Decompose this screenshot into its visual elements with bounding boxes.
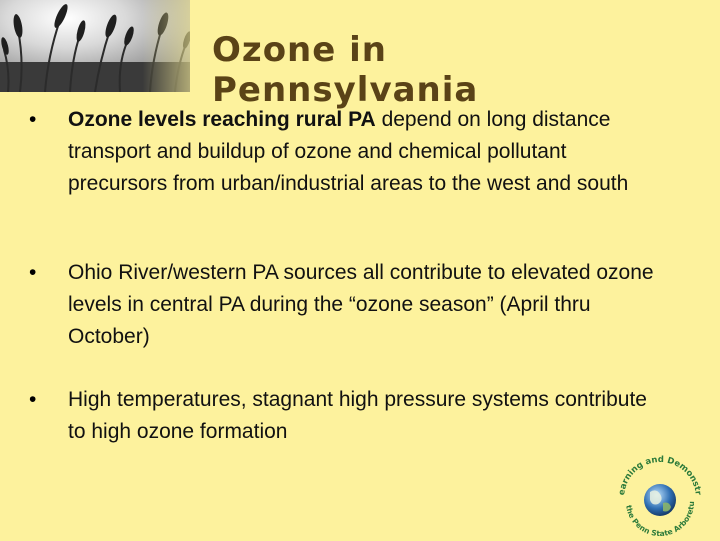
logo-bottom-text: the Penn State Arboretu <box>624 500 697 536</box>
bullet-text: High temperatures, stagnant high pressure systems contribute to high ozone formation <box>68 388 647 443</box>
bullet-text: Ohio River/western PA sources all contribute to elevated ozone levels in central PA during the “ozone season” (April thru October) <box>68 261 654 348</box>
bullet-rest-text: depend on long distance transport and buildup of ozone and chemical pollutant precursors from urban/industrial areas to the west and south <box>68 108 629 195</box>
slide-title: Ozone in Pennsylvania <box>212 30 479 110</box>
earth-globe-logo <box>610 448 710 536</box>
bullet-bold-text: Ozone levels reaching rural PA <box>68 108 376 131</box>
bullet-dot: • <box>29 261 37 284</box>
bullet-text <box>68 104 668 200</box>
logo-top-text: earning and Demonstr <box>617 454 703 496</box>
bullet-dot: • <box>29 388 37 411</box>
bullet-dot: • <box>29 108 37 131</box>
